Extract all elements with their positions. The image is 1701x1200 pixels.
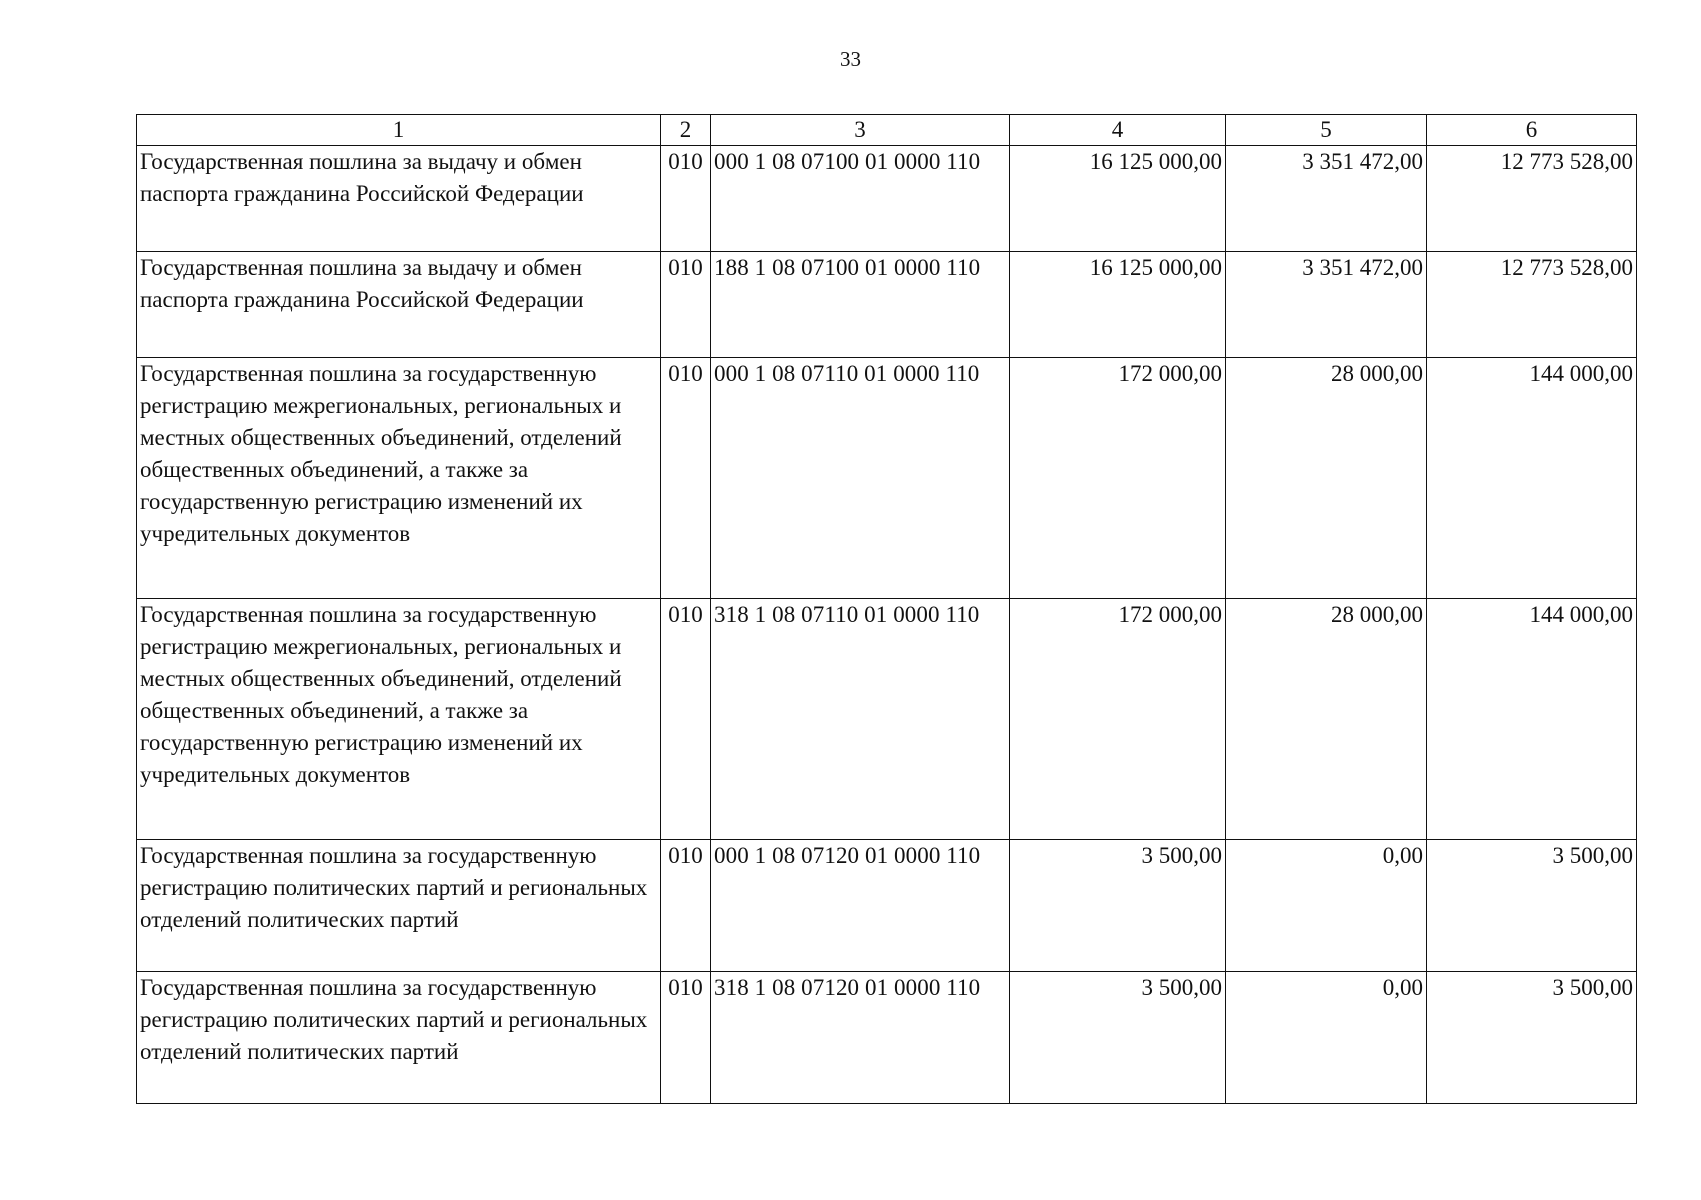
row-col4: 172 000,00	[1010, 599, 1226, 840]
header-col-3: 3	[711, 115, 1010, 146]
row-col4: 3 500,00	[1010, 972, 1226, 1104]
row-kbk: 000 1 08 07120 01 0000 110	[711, 840, 1010, 972]
row-col5: 0,00	[1226, 972, 1427, 1104]
row-col4: 172 000,00	[1010, 358, 1226, 599]
table-row	[137, 840, 1637, 972]
header-col-6: 6	[1427, 115, 1637, 146]
row-code: 010	[661, 146, 711, 252]
header-col-1: 1	[137, 115, 661, 146]
table-row	[137, 599, 1637, 840]
row-kbk: 318 1 08 07120 01 0000 110	[711, 972, 1010, 1104]
table-row	[137, 252, 1637, 358]
row-col5: 3 351 472,00	[1226, 146, 1427, 252]
row-col5: 0,00	[1226, 840, 1427, 972]
row-col6: 12 773 528,00	[1427, 146, 1637, 252]
row-kbk: 000 1 08 07110 01 0000 110	[711, 358, 1010, 599]
header-col-2: 2	[661, 115, 711, 146]
row-kbk: 188 1 08 07100 01 0000 110	[711, 252, 1010, 358]
row-name: Государственная пошлина за государственную регистрацию межрегиональных, региональных и местных общественных объединений, отделений общественных объединений, а также за государственную регистрацию изменений их учредительных документов	[137, 599, 661, 840]
row-col5: 28 000,00	[1226, 599, 1427, 840]
header-col-4: 4	[1010, 115, 1226, 146]
row-col4: 16 125 000,00	[1010, 146, 1226, 252]
row-col6: 3 500,00	[1427, 972, 1637, 1104]
row-col6: 144 000,00	[1427, 599, 1637, 840]
row-name: Государственная пошлина за выдачу и обмен паспорта гражданина Российской Федерации	[137, 146, 661, 252]
table-row	[137, 972, 1637, 1104]
table-row	[137, 146, 1637, 252]
row-col6: 3 500,00	[1427, 840, 1637, 972]
row-col6: 12 773 528,00	[1427, 252, 1637, 358]
row-kbk: 000 1 08 07100 01 0000 110	[711, 146, 1010, 252]
table-row	[137, 358, 1637, 599]
row-name: Государственная пошлина за государственную регистрацию политических партий и региональных отделений политических партий	[137, 840, 661, 972]
row-name: Государственная пошлина за выдачу и обмен паспорта гражданина Российской Федерации	[137, 252, 661, 358]
page-number: 33	[840, 47, 861, 71]
header-row	[137, 115, 1637, 146]
row-name: Государственная пошлина за государственную регистрацию межрегиональных, региональных и местных общественных объединений, отделений общественных объединений, а также за государственную регистрацию изменений их учредительных документов	[137, 358, 661, 599]
row-col5: 28 000,00	[1226, 358, 1427, 599]
header-col-5: 5	[1226, 115, 1427, 146]
table-body	[137, 146, 1637, 1104]
row-col4: 3 500,00	[1010, 840, 1226, 972]
row-kbk: 318 1 08 07110 01 0000 110	[711, 599, 1010, 840]
revenue-table	[136, 114, 1637, 1104]
table-header	[137, 115, 1637, 146]
row-name: Государственная пошлина за государственную регистрацию политических партий и региональных отделений политических партий	[137, 972, 661, 1104]
row-code: 010	[661, 358, 711, 599]
row-col4: 16 125 000,00	[1010, 252, 1226, 358]
row-col6: 144 000,00	[1427, 358, 1637, 599]
row-code: 010	[661, 599, 711, 840]
row-code: 010	[661, 840, 711, 972]
row-code: 010	[661, 252, 711, 358]
row-col5: 3 351 472,00	[1226, 252, 1427, 358]
row-code: 010	[661, 972, 711, 1104]
